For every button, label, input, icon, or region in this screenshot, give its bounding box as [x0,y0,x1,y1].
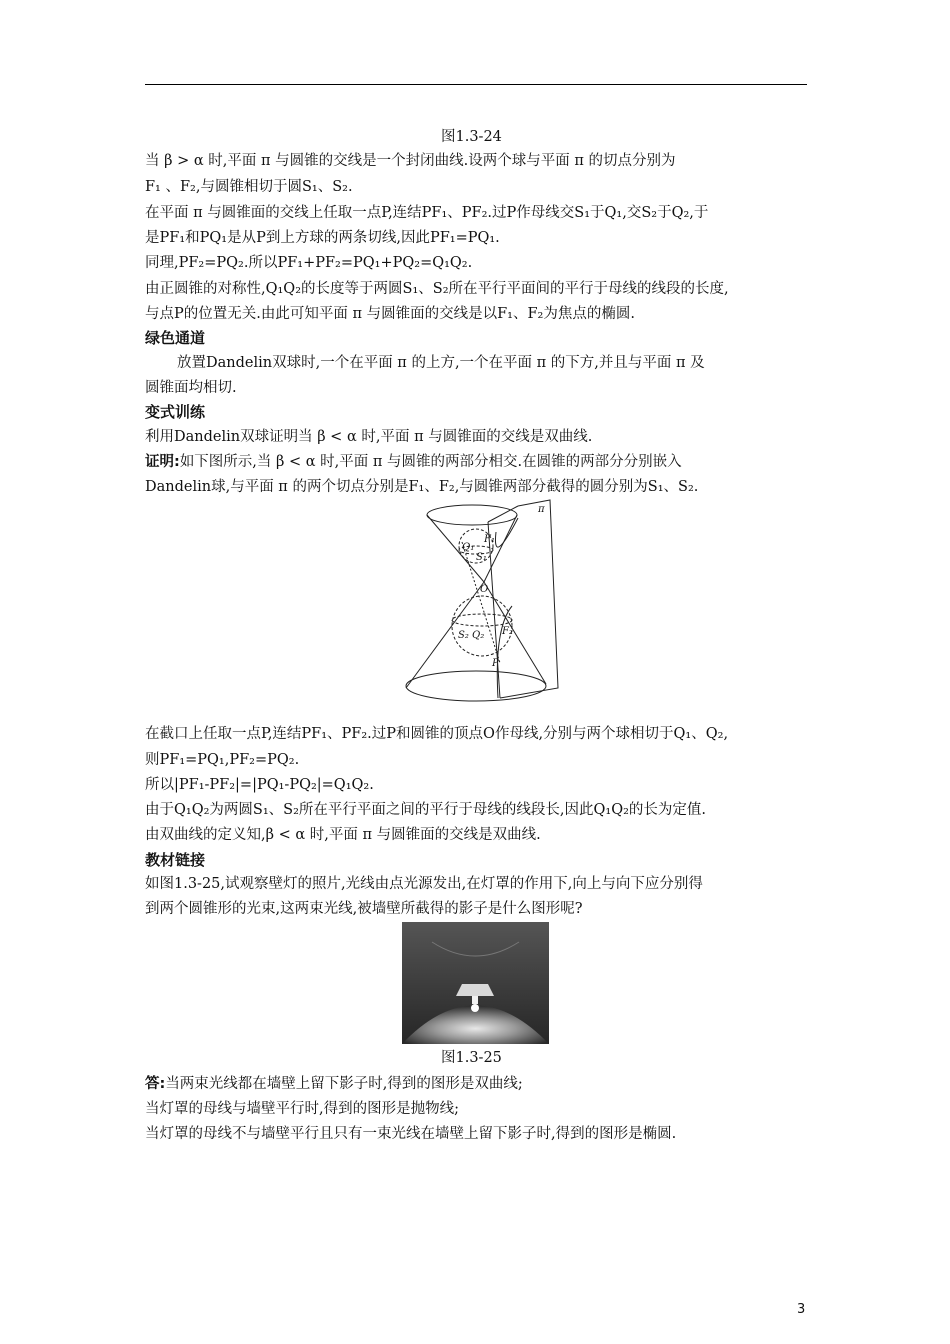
para2-line-2: 则PF₁=PQ₁,PF₂=PQ₂. [145,752,300,768]
label-pi: π [538,504,545,515]
label-s1: S₁ [476,552,487,563]
label-q2: Q₂ [472,630,485,641]
answer-line-2: 当灯罩的母线与墙壁平行时,得到的图形是抛物线; [145,1101,459,1117]
answer-text-1: 当两束光线都在墙壁上留下影子时,得到的图形是双曲线; [165,1076,523,1092]
upper-cone-right-side [484,515,517,582]
para1-line-5: 同理,PF₂=PQ₂.所以PF₁+PF₂=PQ₁+PQ₂=Q₁Q₂. [145,255,473,271]
para1-line-6: 由正圆锥的对称性,Q₁Q₂的长度等于两圆S₁、S₂所在平行平面间的平行于母线的线段的长度, [145,281,729,297]
wall-lamp-photo [402,922,549,1044]
variant-text: 利用Dandelin双球证明当 β < α 时,平面 π 与圆锥面的交线是双曲线. [145,429,593,445]
heading-green-channel: 绿色通道 [145,329,206,347]
answer-label: 答: [145,1076,166,1092]
heading-textbook-link: 教材链接 [145,851,206,869]
para2-line-1: 在截口上任取一点P,连结PF₁、PF₂.过P和圆锥的顶点O作母线,分别与两个球相切于Q₁、Q₂, [145,726,729,742]
para1-line-2: F₁ 、F₂,与圆锥相切于圆S₁、S₂. [145,179,353,195]
para2-line-3: 所以|PF₁-PF₂|=|PQ₁-PQ₂|=Q₁Q₂. [145,777,374,793]
plane-pi-top [488,506,518,522]
heading-variant-training: 变式训练 [145,403,206,421]
figure-caption-1-3-24: 图1.3-24 [441,129,502,145]
answer-line-1 [145,1074,523,1094]
upper-cone-rim [427,505,517,525]
label-p: P [492,658,499,669]
label-s2: S₂ [458,630,469,641]
para1-line-1: 当 β > α 时,平面 π 与圆锥的交线是一个封闭曲线.设两个球与平面 π 的切点分别为 [145,153,676,169]
proof-text-1: 如下图所示,当 β < α 时,平面 π 与圆锥的两部分相交.在圆锥的两部分分别嵌入 [179,454,682,470]
answer-line-3: 当灯罩的母线不与墙壁平行且只有一束光线在墙壁上留下影子时,得到的图形是椭圆. [145,1126,677,1142]
upper-hyperbola-branch [495,518,518,547]
lower-cone-rim [406,671,546,701]
dandelin-double-cone-figure [400,498,560,714]
label-f1: F₁ [484,534,495,545]
para2-line-5: 由双曲线的定义知,β < α 时,平面 π 与圆锥面的交线是双曲线. [145,827,541,843]
proof-line-2: Dandelin球,与平面 π 的两个切点分别是F₁、F₂,与圆锥两部分截得的圆分别为S₁、S₂. [145,479,699,495]
proof-line-1 [145,452,682,472]
para2-line-4: 由于Q₁Q₂为两圆S₁、S₂所在平行平面之间的平行于母线的线段长,因此Q₁Q₂的长为定值. [145,802,707,818]
proof-label: 证明: [145,454,180,470]
label-f2: F₂ [502,626,513,637]
para1-line-4: 是PF₁和PQ₁是从P到上方球的两条切线,因此PF₁=PQ₁. [145,230,500,246]
green-text-line-2: 圆锥面均相切. [145,380,237,396]
para1-line-7: 与点P的位置无关.由此可知平面 π 与圆锥面的交线是以F₁、F₂为焦点的椭圆. [145,306,635,322]
label-q1: Q₁ [462,542,475,553]
label-o: O [480,584,489,595]
textbook-line-2: 到两个圆锥形的光束,这两束光线,被墙壁所截得的影子是什么图形呢? [145,901,583,917]
textbook-line-1: 如图1.3-25,试观察壁灯的照片,光线由点光源发出,在灯罩的作用下,向上与向下应分别得 [145,876,703,892]
figure-caption-1-3-25: 图1.3-25 [441,1050,502,1066]
para1-line-3: 在平面 π 与圆锥面的交线上任取一点P,连结PF₁、PF₂.过P作母线交S₁于Q₁,交S₂于Q₂,于 [145,205,709,221]
header-rule [145,84,807,85]
plane-pi [500,500,558,698]
page-number: 3 [797,1302,806,1317]
green-text-line-1: 放置Dandelin双球时,一个在平面 π 的上方,一个在平面 π 的下方,并且与平面 π 及 [177,355,705,371]
